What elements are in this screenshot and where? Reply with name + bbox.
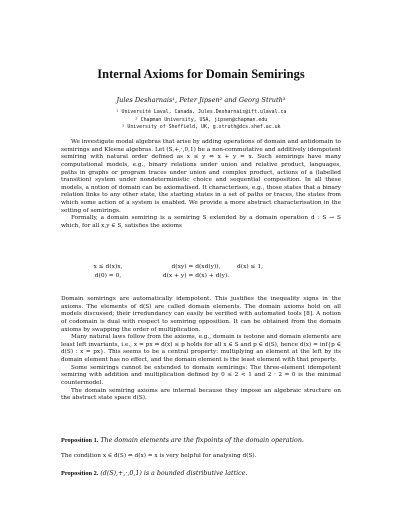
domain-axioms [61,263,341,282]
axiom-locality: d(xy) = d(xd(y)), [171,264,221,270]
axiom-left-invariance: x ≤ d(x)x, [93,264,123,270]
author-list: Jules Desharnais¹, Peter Jipsen² and Georg Struth³ [116,96,286,104]
axiom-additivity: d(x + y) = d(x) + d(y). [162,273,230,280]
affiliation-block [61,109,341,132]
axiom-strictness: d(0) = 0, [94,273,122,280]
abstract-section [61,139,341,231]
body-section [61,296,341,403]
proposition-2 [61,470,341,477]
abstract-paragraph-1: We investigate modal algebras that arise by adding operations of domain and antidomain to semirings and Kleene algebras. Let (S,+,·,0,1) be a non-commutative and additively idempotent semiring with natural order defined as x ≤ y ⇔ x + y = x. Such semirings have many computational models, e.g., binary relations under union and relative product, languages, paths in graphs or program traces under union and complex product, actions of a (labelled transition) system under nondeterministic choice and sequential composition. In all these models, a notion of domain can be axiomatised. It characterises, e.g., those states that a binary relation links to any other state, the starting states in a set of paths or traces, the states from which some action of a system is enabled. We provide a more abstract characterisation in the setting of semirings. [61,139,341,214]
axiom-subidentity: d(x) ≤ 1, [237,264,263,270]
body-paragraph-1: Domain semirings are automatically idempotent. This justifies the inequality signs in the axioms. The elements of d(S) are called domain elements. The domain axioms hold on all models discussed; their irredundancy can easily be verified with automated tools [8]. A notion of codomain is dual with respect to semiring opposition. It can be obtained from the domain axioms by swapping the order of multiplication. [61,296,341,333]
proposition-1-text: The domain elements are the fixpoints of the domain operation. [100,437,304,444]
body-paragraph-4: The domain semiring axioms are internal because they impose an algebraic structure on the abstract state space d(S). [61,387,341,402]
paper-title: Internal Axioms for Domain Semirings [97,67,305,81]
body-paragraph-3: Some semirings cannot be extended to domain semirings: The three-element idempotent semiring with addition and multiplication defined by 0 ≤ 2 < 1 and 2 · 2 = 0 is the minimal countermodel. [61,364,341,386]
proposition-1 [61,437,341,444]
affiliation-sheffield: ³ University of Sheffield, UK, g.struth@dcs.shef.ac.uk [121,124,281,131]
condition-remark: The condition x ∈ d(S) ⇔ d(x) = x is very helpful for analysing d(S). [61,453,257,459]
proposition-2-text: (d(S),+,·,0,1) is a bounded distributive lattice. [100,470,248,477]
affiliation-chapman: ² Chapman University, USA, jipsen@chapman.edu [134,116,268,123]
proposition-2-label: Proposition 2. [61,470,99,477]
abstract-paragraph-2: Formally, a domain semiring is a semiring S extended by a domain operation d : S → S which, for all x,y ∈ S, satisfies the axioms [61,215,341,229]
proposition-1-label: Proposition 1. [61,437,99,444]
affiliation-laval: ¹ Université Laval, Canada, Jules.Desharnais@ift.ulaval.ca [115,109,287,115]
body-paragraph-2: Many natural laws follow from the axioms, e.g., domain is isotone and domain elements are least left invariants, i.e., x = px ⇔ d(x) ≤ p holds for all x ∈ S and p ∈ d(S), hence d(x) = inf{p ∈ d(S) : x = px}. This seems to be a central property: multiplying an element at the left by its domain element has no effect, and the domain element is the least element with that property. [61,334,341,363]
